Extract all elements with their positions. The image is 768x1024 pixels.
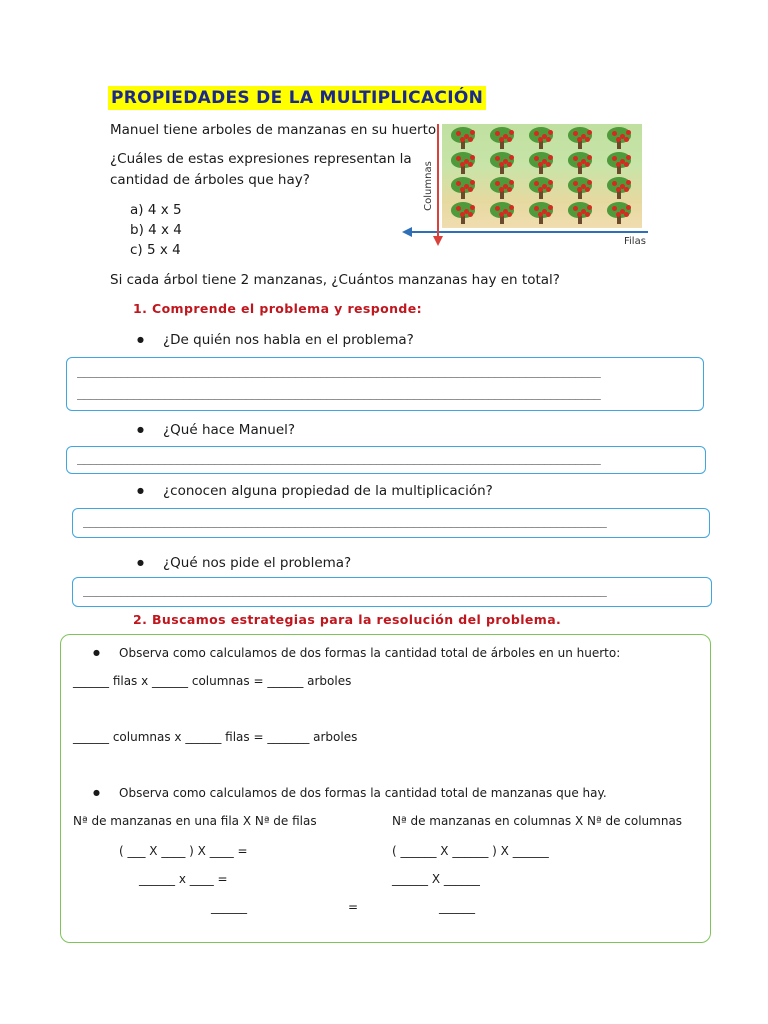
answer-line-3[interactable]: ____________________________________________________________________________________ bbox=[77, 451, 600, 465]
formula-rows-columns[interactable]: ______ filas x ______ columnas = ______ arboles bbox=[73, 674, 352, 688]
filas-label: Filas bbox=[624, 236, 646, 247]
question-line-2: cantidad de árboles que hay? bbox=[110, 172, 310, 188]
bottom-right-blank[interactable]: ______ bbox=[439, 900, 475, 914]
option-c: c) 5 x 4 bbox=[130, 242, 181, 258]
answer-box-what[interactable] bbox=[66, 446, 706, 474]
strategy-box bbox=[60, 634, 711, 943]
answer-box-know[interactable] bbox=[72, 508, 710, 538]
question-apples: Si cada árbol tiene 2 manzanas, ¿Cuántos manzanas hay en total? bbox=[110, 272, 560, 288]
section-1-heading: 1. Comprende el problema y responde: bbox=[133, 301, 423, 316]
left-row-2[interactable]: ______ x ____ = bbox=[139, 872, 228, 886]
answer-line-2[interactable]: ____________________________________________________________________________________ bbox=[77, 386, 600, 400]
answer-box-who[interactable] bbox=[66, 357, 704, 411]
question-ask-text: ¿Qué nos pide el problema? bbox=[163, 555, 352, 571]
left-heading: Nª de manzanas en una fila X Nª de filas bbox=[73, 814, 317, 828]
formula-columns-rows[interactable]: ______ columnas x ______ filas = _______ arboles bbox=[73, 730, 358, 744]
question-ask bbox=[163, 553, 351, 573]
answer-line-1[interactable]: ____________________________________________________________________________________ bbox=[77, 364, 600, 378]
left-row-1[interactable]: ( ___ X ____ ) X ____ = bbox=[119, 844, 248, 858]
columnas-label: Columnas bbox=[422, 161, 434, 211]
x-axis-arrowhead bbox=[402, 227, 412, 237]
page-title: PROPIEDADES DE LA MULTIPLICACIÓN bbox=[108, 86, 486, 110]
observe-trees-text: Observa como calculamos de dos formas la cantidad total de árboles en un huerto: bbox=[119, 646, 621, 660]
right-row-2[interactable]: ______ X ______ bbox=[392, 872, 480, 886]
bottom-left-blank[interactable]: ______ bbox=[211, 900, 247, 914]
y-axis-arrowhead bbox=[433, 236, 443, 246]
observe-apples-text: Observa como calculamos de dos formas la cantidad total de manzanas que hay. bbox=[119, 786, 607, 800]
question-line-1: ¿Cuáles de estas expresiones representan la bbox=[110, 151, 412, 167]
intro-text: Manuel tiene arboles de manzanas en su huerto. bbox=[110, 122, 441, 138]
right-row-1[interactable]: ( ______ X ______ ) X ______ bbox=[392, 844, 549, 858]
question-who-text: ¿De quién nos habla en el problema? bbox=[163, 332, 414, 348]
observe-apples bbox=[119, 785, 607, 801]
option-b: b) 4 x 4 bbox=[130, 222, 182, 238]
right-heading: Nª de manzanas en columnas X Nª de columnas bbox=[392, 814, 683, 828]
question-who bbox=[163, 330, 414, 350]
section-2-heading: 2. Buscamos estrategias para la resolución del problema. bbox=[133, 612, 562, 627]
option-a: a) 4 x 5 bbox=[130, 202, 182, 218]
answer-line-4[interactable]: ____________________________________________________________________________________ bbox=[83, 514, 606, 528]
question-know-text: ¿conocen alguna propiedad de la multiplicación? bbox=[163, 483, 493, 499]
bottom-equals: = bbox=[348, 900, 359, 914]
question-what bbox=[163, 420, 295, 440]
answer-box-ask[interactable] bbox=[72, 577, 712, 607]
observe-trees bbox=[119, 645, 620, 661]
answer-line-5[interactable]: ____________________________________________________________________________________ bbox=[83, 583, 606, 597]
axes-arrows bbox=[398, 124, 650, 252]
question-what-text: ¿Qué hace Manuel? bbox=[163, 422, 296, 438]
question-know bbox=[163, 481, 493, 501]
